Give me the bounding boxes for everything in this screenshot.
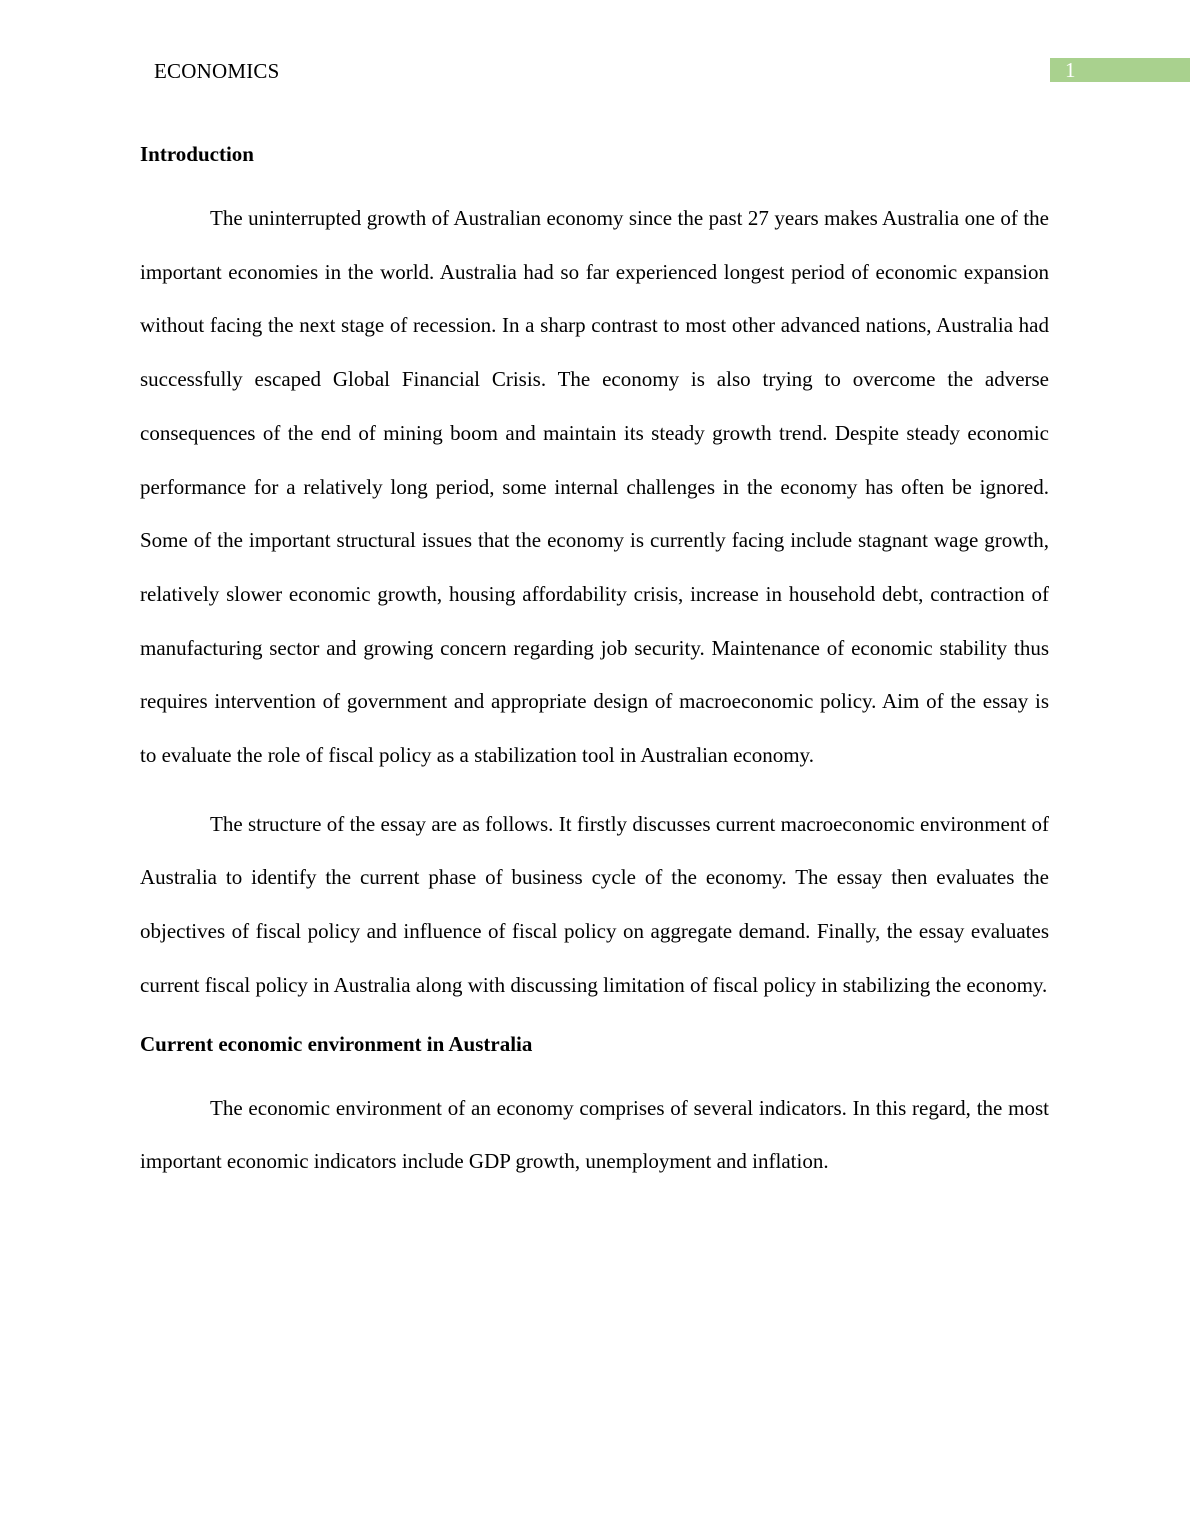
running-head: ECONOMICS bbox=[154, 59, 280, 83]
document-body bbox=[140, 138, 1049, 1190]
section-heading-current-environment: Current economic environment in Australia bbox=[140, 1031, 533, 1056]
page-number: 1 bbox=[1065, 58, 1076, 82]
section-heading-introduction: Introduction bbox=[140, 142, 254, 166]
introduction-paragraph-2: The structure of the essay are as follows. It firstly discusses current macroeconomic environment of Australia to identify the current phase of business cycle of the economy. The essay then evaluates the objectives of fiscal policy and influence of fiscal policy on aggregate demand. Finally, the essay evaluates current fiscal policy in Australia along with discussing limitation of fiscal policy in stabilizing the economy. bbox=[140, 811, 1049, 997]
introduction-paragraph-1: The uninterrupted growth of Australian economy since the past 27 years makes Australia one of the important economies in the world. Australia had so far experienced longest period of economic expansion without facing the next stage of recession. In a sharp contrast to most other advanced nations, Australia had successfully escaped Global Financial Crisis. The economy is also trying to overcome the adverse consequences of the end of mining boom and maintain its steady growth trend. Despite steady economic performance for a relatively long period, some internal challenges in the economy has often be ignored. Some of the important structural issues that the economy is currently facing include stagnant wage growth, relatively slower economic growth, housing affordability crisis, increase in household debt, contraction of manufacturing sector and growing concern regarding job security. Maintenance of economic stability thus requires intervention of government and appropriate design of macroeconomic policy. Aim of the essay is to evaluate the role of fiscal policy as a stabilization tool in Australian economy. bbox=[140, 206, 1049, 768]
page-number-bar bbox=[1050, 58, 1190, 82]
current-environment-paragraph-1: The economic environment of an economy comprises of several indicators. In this regard, the most important economic indicators include GDP growth, unemployment and inflation. bbox=[140, 1095, 1049, 1174]
page-break-clip bbox=[140, 1082, 1049, 1190]
